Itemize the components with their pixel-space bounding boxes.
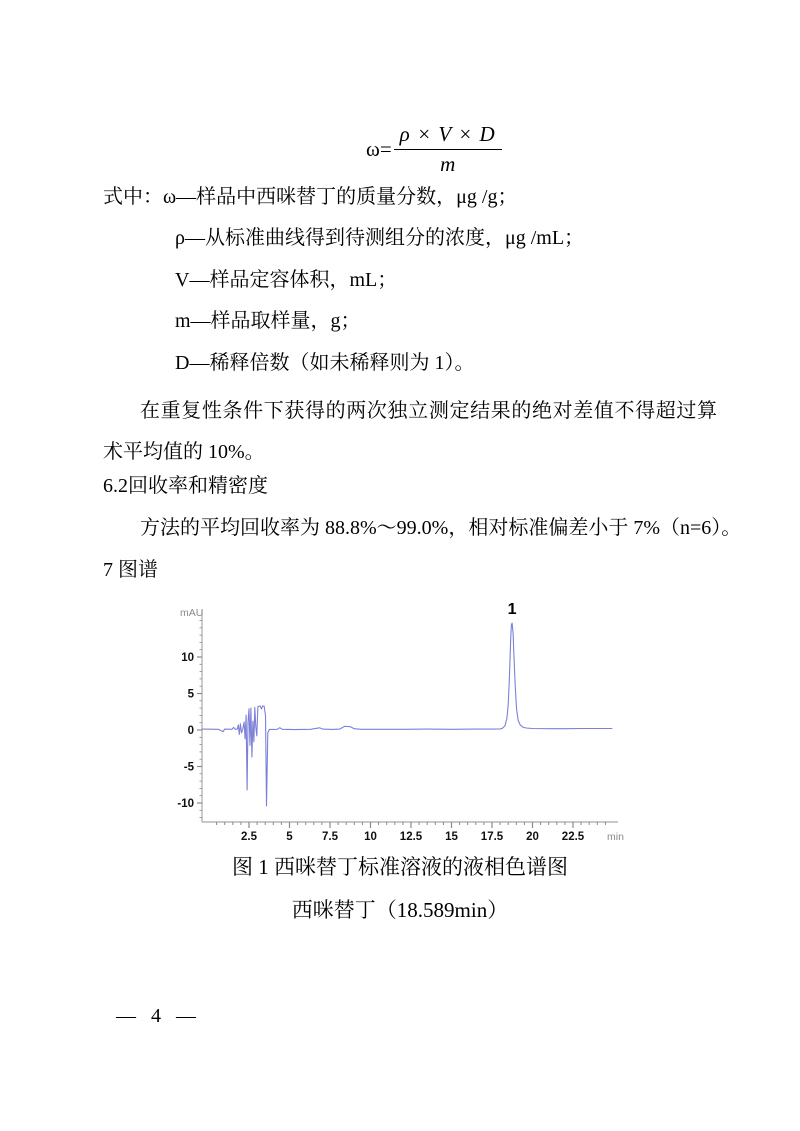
formula-lhs: ω= (366, 137, 392, 161)
variable-definitions (103, 183, 584, 390)
definition-d: D—稀释倍数（如未稀释则为 1）。 (175, 351, 475, 374)
svg-text:20: 20 (526, 831, 539, 843)
svg-text:5: 5 (286, 831, 293, 843)
figure-caption: 图 1 西咪替丁标准溶液的液相色谱图 (232, 855, 568, 879)
svg-text:22.5: 22.5 (561, 831, 585, 843)
svg-text:2.5: 2.5 (241, 831, 257, 843)
svg-text:15: 15 (445, 831, 458, 843)
formula-denominator: m (394, 149, 502, 177)
definition-omega: 式中：ω—样品中西咪替丁的质量分数，μg /g； (103, 186, 518, 208)
svg-text:10: 10 (181, 652, 194, 664)
definition-rho: ρ—从标准曲线得到待测组分的浓度，μg /mL； (175, 227, 585, 250)
definition-m: m—样品取样量，g； (175, 310, 361, 333)
formula-numerator: ρ × V × D (399, 122, 496, 146)
peak-label: 1 (507, 601, 517, 618)
paragraph-recovery: 方法的平均回收率为 88.8%～99.0%，相对标准偏差小于 7%（n=6）。 (140, 517, 742, 539)
svg-text:min: min (607, 831, 624, 843)
svg-text:10: 10 (364, 831, 377, 843)
definition-v: V—样品定容体积，mL； (175, 268, 398, 291)
retention-time-caption: 西咪替丁（18.589min） (291, 898, 509, 922)
formula-mass-fraction (366, 122, 502, 177)
section-heading-7: 7 图谱 (103, 559, 158, 581)
svg-text:7.5: 7.5 (322, 831, 338, 843)
chromatogram-figure (170, 592, 630, 846)
svg-text:-10: -10 (177, 798, 194, 810)
page-number: — 4 — (116, 1005, 196, 1027)
paragraph-repeatability: 在重复性条件下获得的两次独立测定结果的绝对差值不得超过算术平均值的 10%。 (103, 400, 717, 464)
svg-text:17.5: 17.5 (480, 831, 504, 843)
svg-text:-5: -5 (183, 761, 194, 774)
svg-text:0: 0 (187, 725, 194, 737)
svg-text:mAU: mAU (180, 607, 204, 619)
svg-text:5: 5 (187, 688, 194, 701)
formula-fraction (394, 122, 502, 177)
chromatogram-plot (170, 592, 630, 846)
section-heading-6-2: 6.2回收率和精密度 (103, 475, 268, 497)
svg-text:12.5: 12.5 (399, 831, 423, 843)
